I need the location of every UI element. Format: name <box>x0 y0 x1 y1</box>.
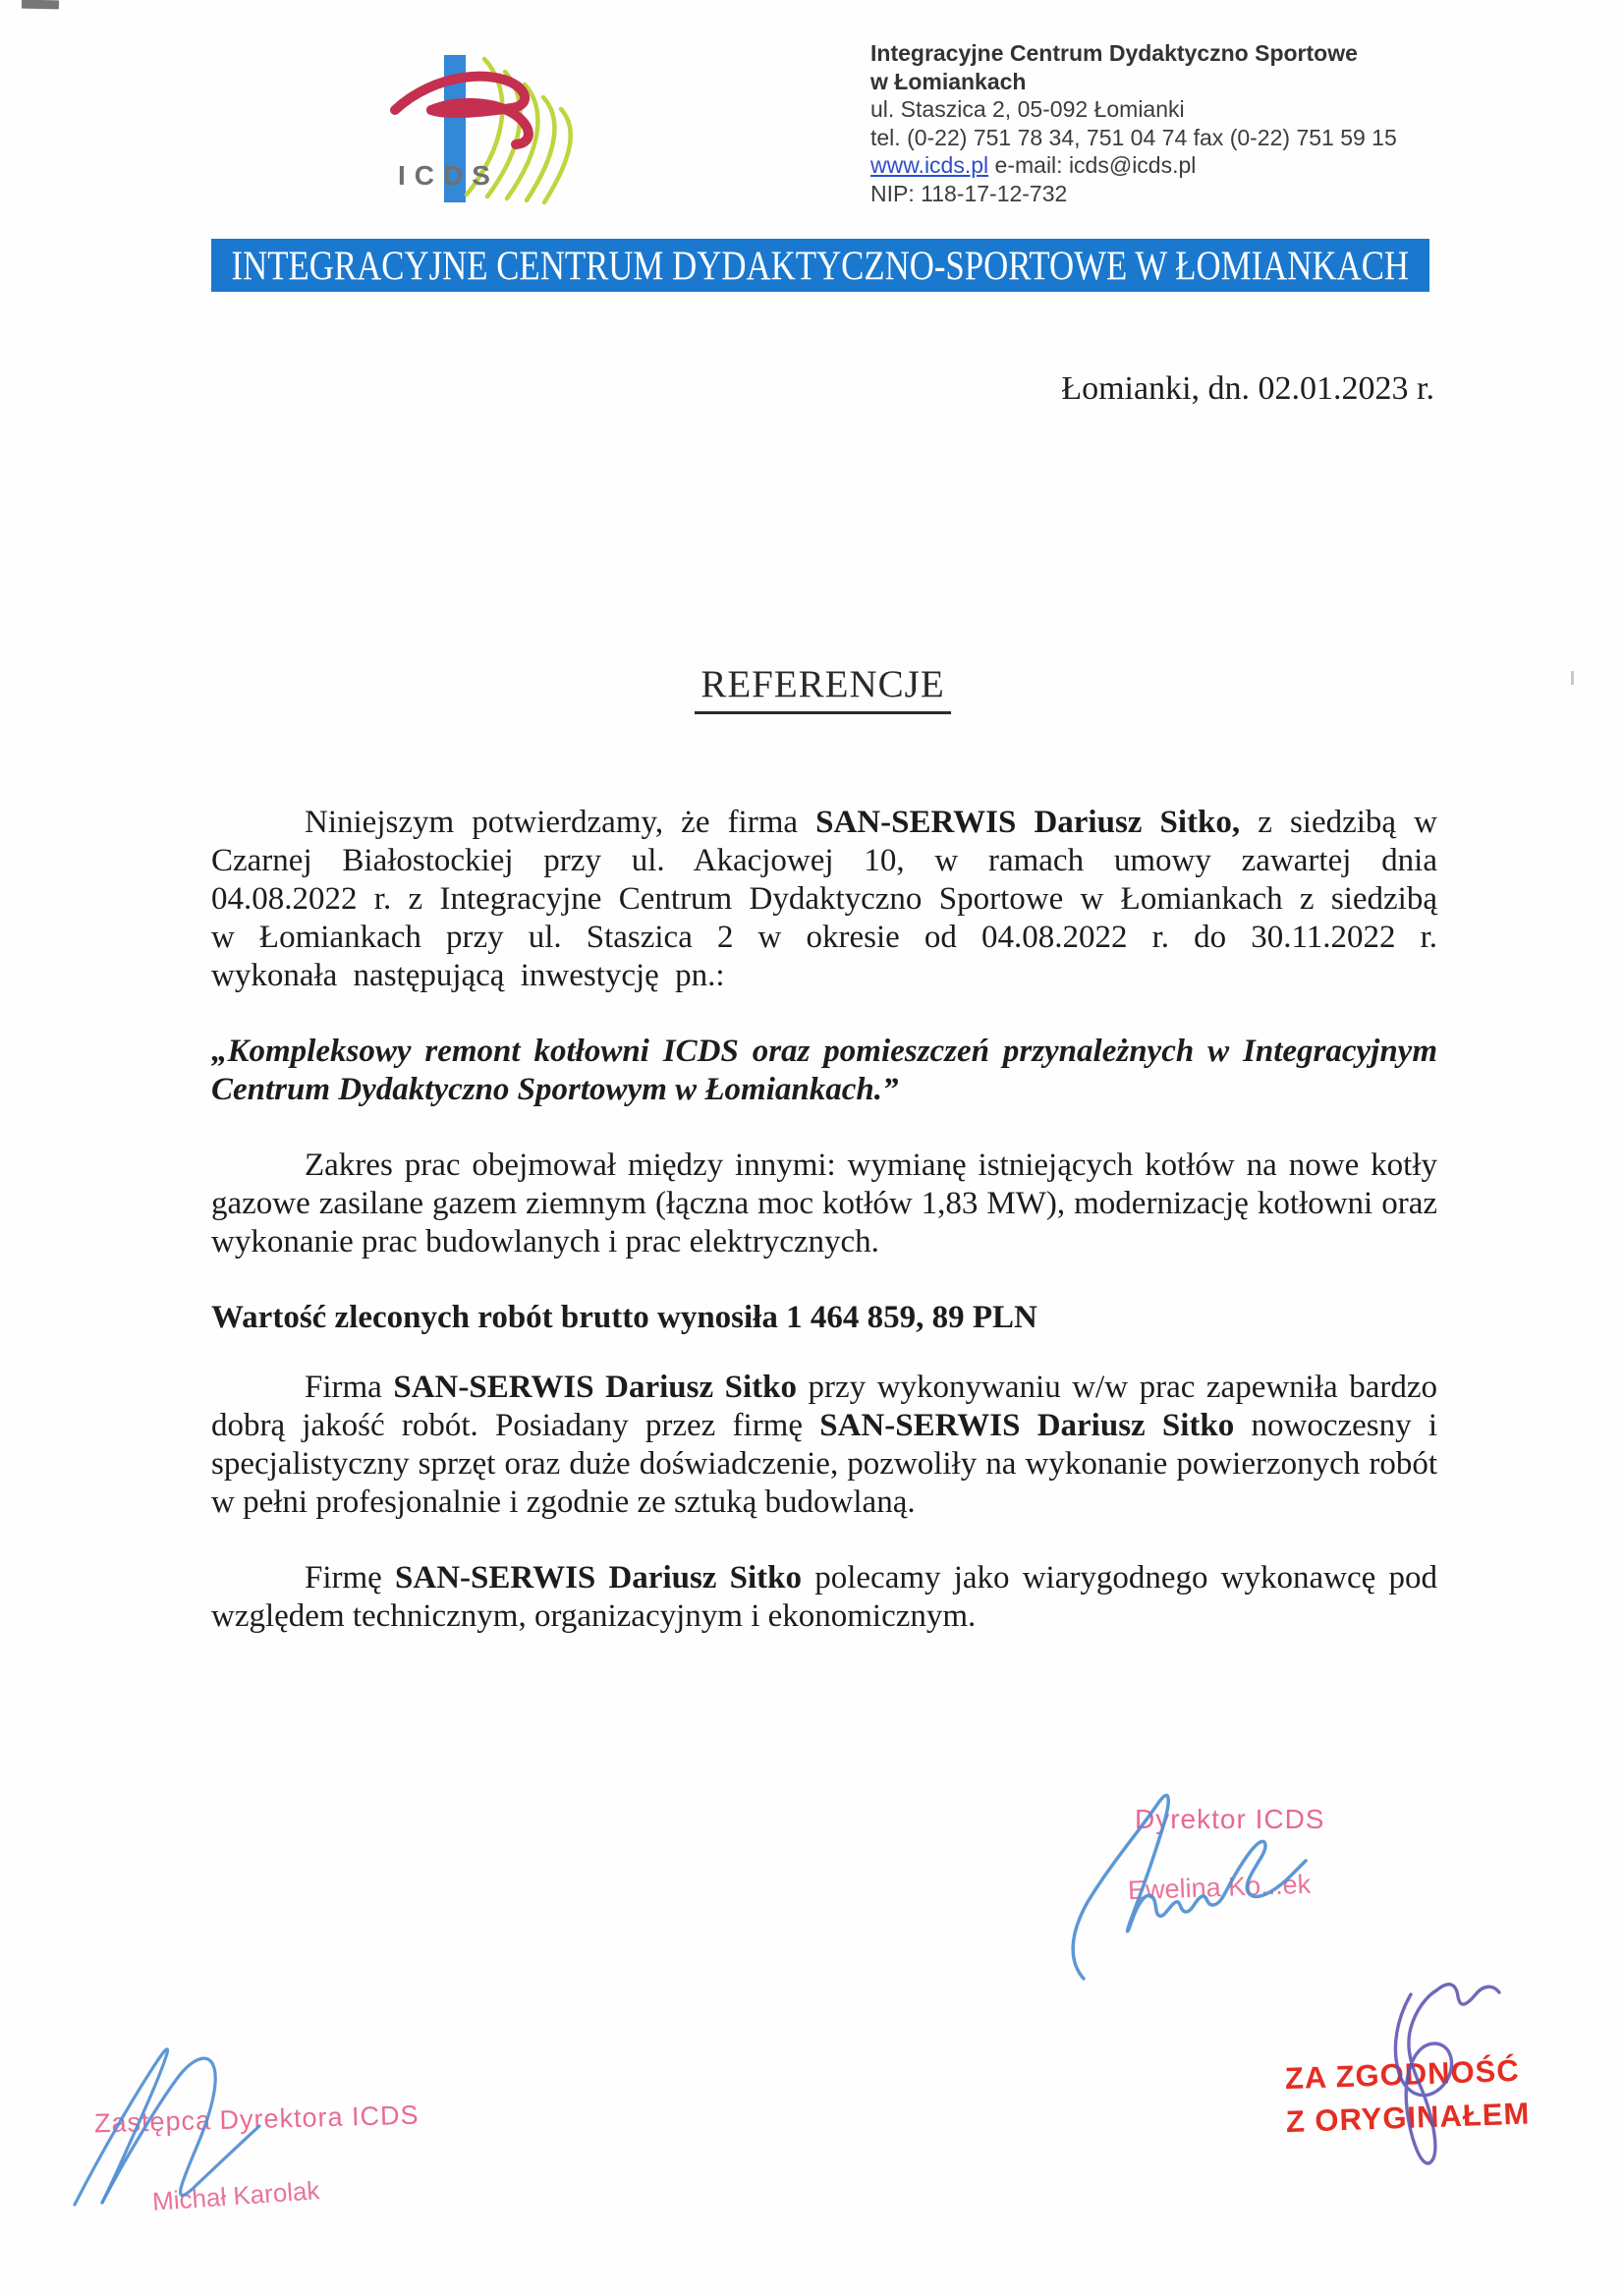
letterhead-banner <box>211 239 1429 292</box>
org-phone-fax: tel. (0-22) 751 78 34, 751 04 74 fax (0-22) 751 59 15 <box>870 124 1397 150</box>
letter-body <box>211 804 1437 1636</box>
org-nip: NIP: 118-17-12-732 <box>870 180 1068 206</box>
banner-title: INTEGRACYJNE CENTRUM DYDAKTYCZNO-SPORTOWE W ŁOMIANKACH <box>231 242 1410 289</box>
org-email: e-mail: icds@icds.pl <box>994 152 1197 178</box>
letterhead-contact-block <box>870 39 1421 207</box>
certify-paraph-ink <box>1354 1977 1501 2183</box>
certified-copy-line1: ZA ZGODNOŚĆ <box>1284 2052 1521 2097</box>
date-line: Łomianki, dn. 02.01.2023 r. <box>1061 370 1434 407</box>
paragraph-investment-title: „Kompleksowy remont kotłowni ICDS oraz pomieszczeń przynależnych w Integracyjnym Centrum Dydaktyczno Sportowym w Łomiankach.” <box>211 1034 1437 1107</box>
org-address: ul. Staszica 2, 05-092 Łomianki <box>870 96 1185 122</box>
page-title: REFERENCJE <box>695 662 950 714</box>
org-name-line2: w Łomiankach <box>870 68 1027 94</box>
certified-copy-line2: Z ORYGINAŁEM <box>1285 2096 1531 2140</box>
director-stamp-name: Ewelina Ko...ek <box>1127 1869 1312 1906</box>
paragraph-recommendation: Firmę SAN-SERWIS Dariusz Sitko polecamy jako wiarygodnego wykonawcę pod względem technicznym, organizacyjnym i ekonomicznym. <box>211 1560 1438 1634</box>
deputy-stamp-name: Michał Karolak <box>151 2175 321 2216</box>
paragraph-intro: Niniejszym potwierdzamy, że firma SAN-SERWIS Dariusz Sitko, z siedzibą w Czarnej Białostockiej przy ul. Akacjowej 10, w ramach umowy zawartej dnia 04.08.2022 r. z Integracyjne Centrum Dydaktyczno Sportowe w Łomiankach z siedzibą w Łomiankach przy ul. Staszica 2 w okresie od 04.08.2022 r. do 30.11.2022 r. wykonała następującą inwestycję pn.: <box>211 805 1437 993</box>
director-signature-ink <box>1066 1786 1321 1983</box>
org-name-line1: Integracyjne Centrum Dydaktyczno Sportowe <box>870 40 1358 66</box>
paragraph-scope: Zakres prac obejmował między innymi: wymianę istniejących kotłów na nowe kotły gazowe zasilane gazem ziemnym (łączna moc kotłów 1,83 MW), modernizację kotłowni oraz wykonanie prac budowlanych i prac elektrycznych. <box>211 1148 1437 1260</box>
paragraph-contract-value: Wartość zleconych robót brutto wynosiła 1 464 859, 89 PLN <box>211 1300 1037 1335</box>
paragraph-quality: Firma SAN-SERWIS Dariusz Sitko przy wykonywaniu w/w prac zapewniła bardzo dobrą jakość robót. Posiadany przez firmę SAN-SERWIS Dariusz Sitko nowoczesny i specjalistyczny sprzęt oraz duże doświadczenie, pozwoliły na wykonanie powierzonych robót w pełni profesjonalnie i zgodnie ze sztuką budowlaną. <box>211 1370 1437 1520</box>
website-link: www.icds.pl <box>870 152 989 178</box>
org-web-email-line <box>870 151 1421 180</box>
logo-icds-text: ICDS <box>398 160 499 191</box>
deputy-signature-ink <box>67 2040 273 2218</box>
scan-artifact-mark <box>22 0 59 9</box>
director-stamp-role: Dyrektor ICDS <box>1135 1804 1325 1834</box>
scan-artifact-tick <box>1571 671 1574 685</box>
title-row <box>211 662 1434 714</box>
icds-logo <box>388 47 596 216</box>
deputy-stamp-role: Zastępca Dyrektora ICDS <box>93 2100 420 2139</box>
